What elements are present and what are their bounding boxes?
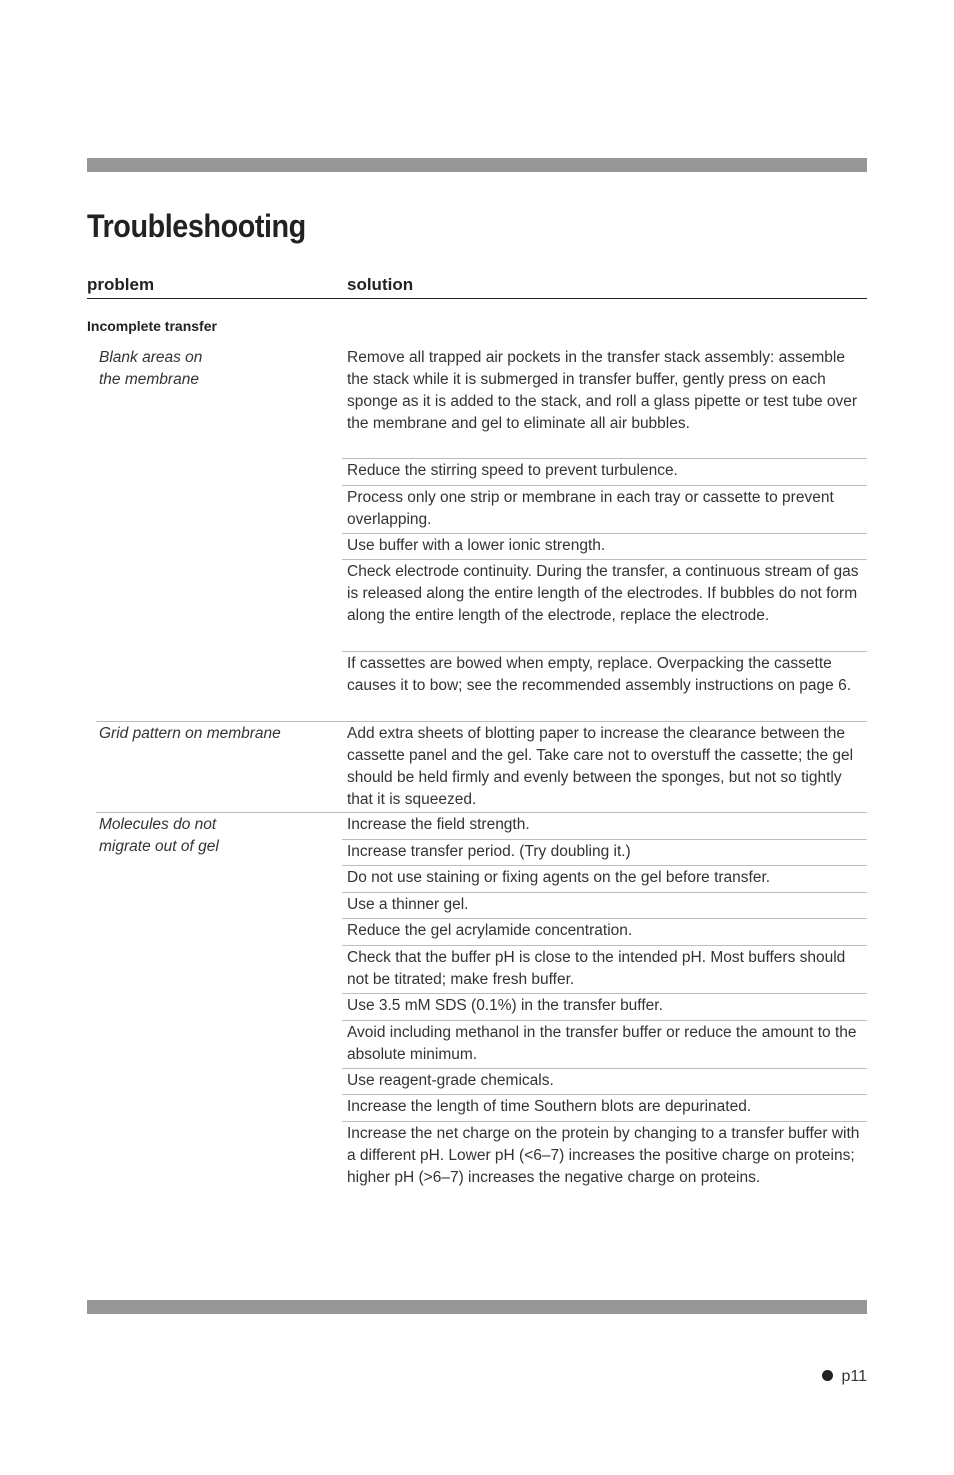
solution-row: Use 3.5 mM SDS (0.1%) in the transfer buffer. <box>342 995 867 1017</box>
problem-separator <box>96 812 867 813</box>
problem-label: Blank areas on the membrane <box>99 349 203 388</box>
page-title: Troubleshooting <box>87 208 306 244</box>
problem-label: Molecules do not migrate out of gel <box>99 816 219 855</box>
solution-row: Add extra sheets of blotting paper to increase the clearance between the cassette panel and the gel. Take care not to overstuff the cassette; the gel should be held firmly and evenly between the sponges, but not so tightly that it is squeezed. <box>347 725 854 808</box>
solution-row: Check that the buffer pH is close to the intended pH. Most buffers should not be titrated; make fresh buffer. <box>342 947 867 991</box>
page-footer <box>822 1368 867 1386</box>
problem-label: Grid pattern on membrane <box>99 725 281 742</box>
solution-row: Check electrode continuity. During the transfer, a continuous stream of gas is released along the entire length of the electrodes. If bubbles do not form along the entire length of the electrode, replace the electrode. <box>342 561 867 627</box>
problem-column-header: problem <box>87 275 155 294</box>
solution-row: Use buffer with a lower ionic strength. <box>342 535 867 557</box>
solution-row: Avoid including methanol in the transfer buffer or reduce the amount to the absolute minimum. <box>342 1022 867 1066</box>
problem-separator <box>96 721 867 722</box>
header-rule <box>87 298 867 299</box>
solution-row: Increase the net charge on the protein by changing to a transfer buffer with a different pH. Lower pH (<6–7) increases the positive charge on proteins; higher pH (>6–7) increases the negative charge on proteins. <box>342 1123 867 1189</box>
solution-row: Increase the field strength. <box>347 816 530 833</box>
bullet-icon <box>822 1370 833 1381</box>
solution-row: Process only one strip or membrane in each tray or cassette to prevent overlapping. <box>342 487 867 531</box>
page-number: p11 <box>841 1368 867 1385</box>
solution-column-header: solution <box>347 275 414 294</box>
solution-row: Increase the length of time Southern blots are depurinated. <box>342 1096 867 1118</box>
top-rule-bar <box>87 158 867 172</box>
bottom-rule-bar <box>87 1300 867 1314</box>
section-title: Incomplete transfer <box>87 318 217 334</box>
solution-row: Reduce the gel acrylamide concentration. <box>342 920 867 942</box>
solution-row: Use reagent-grade chemicals. <box>342 1070 867 1092</box>
solution-row: Remove all trapped air pockets in the transfer stack assembly: assemble the stack while it is submerged in transfer buffer, gently press on each sponge as it is added to the stack, and roll a glass pipette or test tube over the membrane and gel to eliminate all air bubbles. <box>347 349 858 432</box>
solution-row: Increase transfer period. (Try doubling it.) <box>342 841 867 863</box>
solution-row: Do not use staining or fixing agents on the gel before transfer. <box>342 867 867 889</box>
solution-row: If cassettes are bowed when empty, replace. Overpacking the cassette causes it to bow; see the recommended assembly instructions on page 6. <box>342 653 867 697</box>
solution-row: Reduce the stirring speed to prevent turbulence. <box>342 460 867 482</box>
solution-row: Use a thinner gel. <box>342 894 867 916</box>
